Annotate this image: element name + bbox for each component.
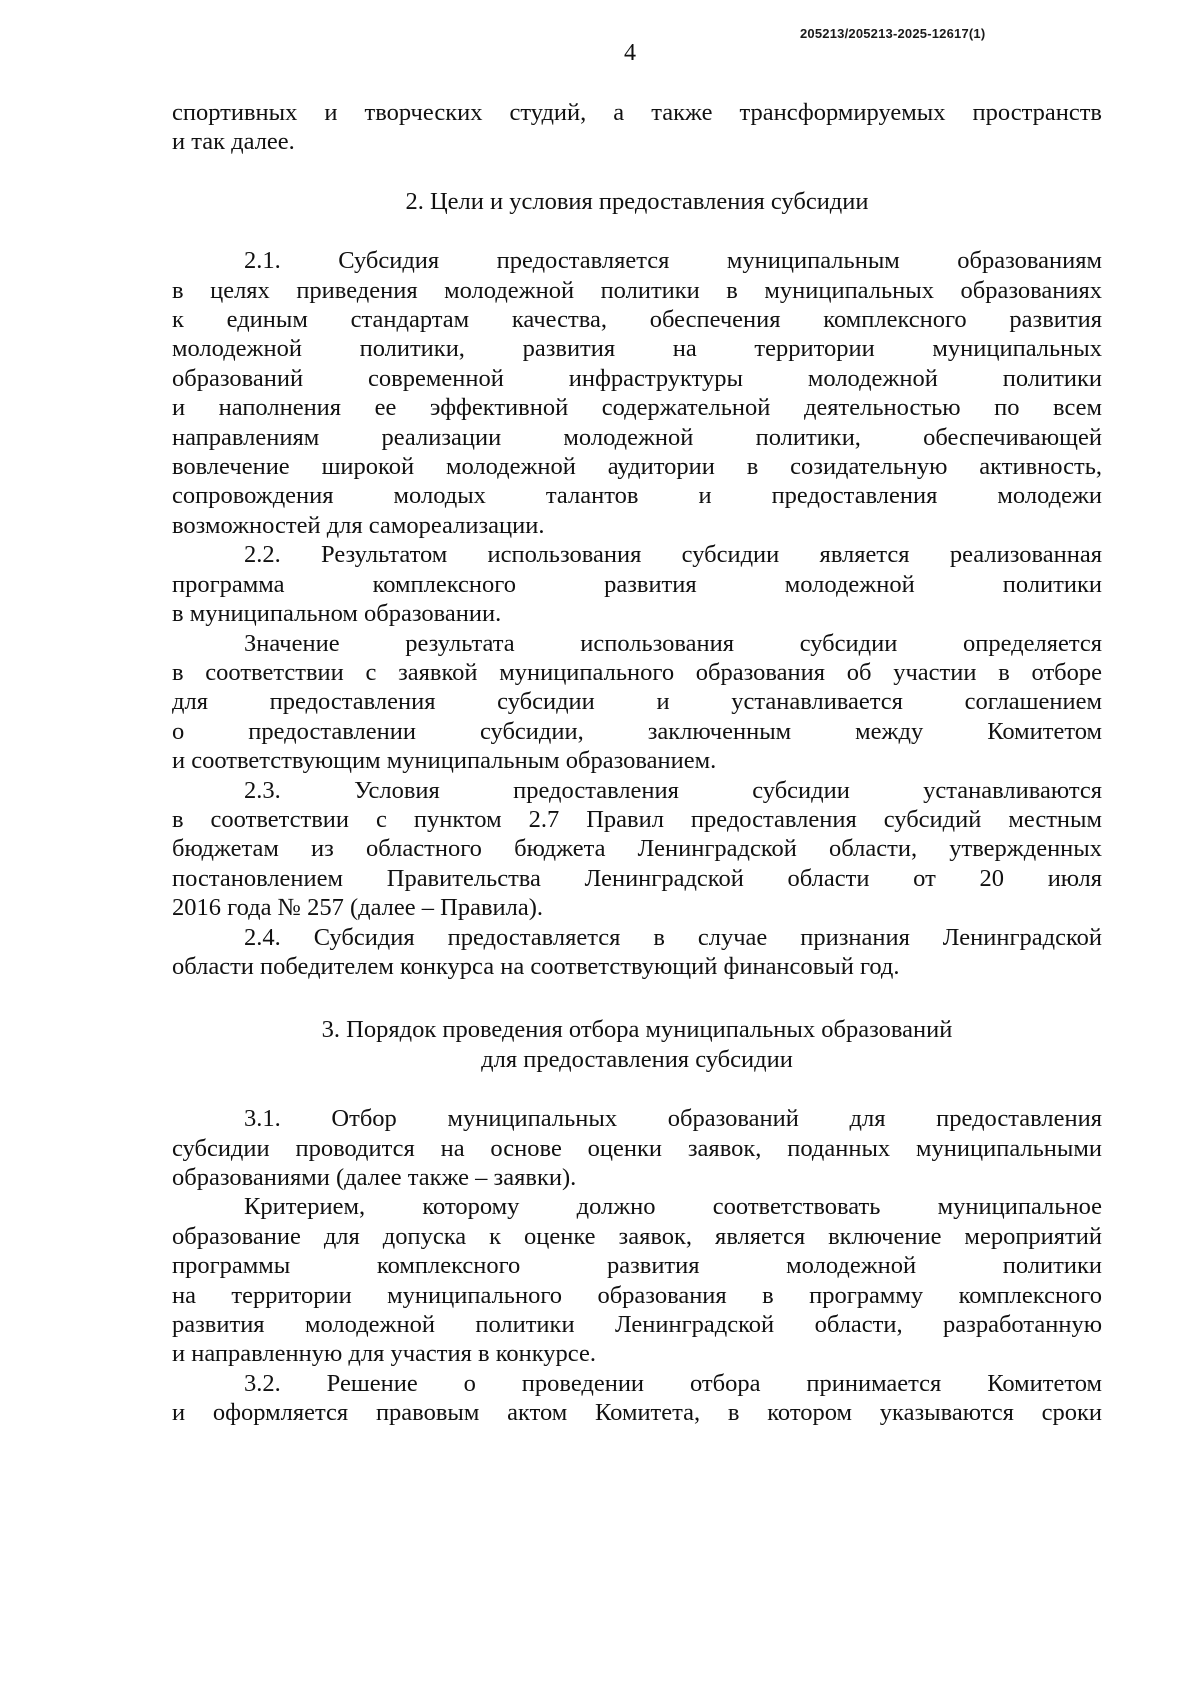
text-line: постановлением Правительства Ленинградской области от 20 июля [172,864,1102,892]
text-line: области победителем конкурса на соответствующий финансовый год. [172,952,900,980]
paragraph-3-1-criterion [172,1192,1102,1368]
text-line: и оформляется правовым актом Комитета, в котором указываются сроки [172,1399,1102,1427]
text-line: 2.3. Условия предоставления субсидии устанавливаются [244,776,1102,804]
text-line: образованиями (далее также – заявки). [172,1164,577,1191]
text-line: в целях приведения молодежной политики в муниципальных образованиях [172,276,1102,304]
text-line: к единым стандартам качества, обеспечения комплексного развития [172,306,1102,334]
text-line: и направленную для участия в конкурсе. [172,1340,596,1368]
text-line: Критерием, которому должно соответствовать муниципальное [244,1193,1102,1221]
text-line: в соответствии с пунктом 2.7 Правил предоставления субсидий местным [172,805,1102,833]
text-line: 3.2. Решение о проведении отбора принимается Комитетом [244,1369,1102,1397]
text-line: и так далее. [172,128,295,156]
text-line: в муниципальном образовании. [172,600,502,628]
text-line: возможностей для самореализации. [172,511,545,539]
text-line: образований современной инфраструктуры молодежной политики [172,364,1102,392]
text-line: бюджетам из областного бюджета Ленинградской области, утвержденных [172,835,1102,863]
text-line: 2.4. Субсидия предоставляется в случае признания Ленинградской [244,923,1102,951]
text-line: сопровождения молодых талантов и предоставления молодежи [172,482,1102,510]
text-line: 2.2. Результатом использования субсидии является реализованная [244,541,1102,569]
text-line: направлениям реализации молодежной политики, обеспечивающей [172,423,1102,451]
document-registration-number: 205213/205213-2025-12617(1) [800,26,986,41]
text-line: и наполнения ее эффективной содержательной деятельностью по всем [172,394,1102,422]
text-line: образование для допуска к оценке заявок, является включение мероприятий [172,1222,1102,1250]
paragraph-3-1 [172,1104,1102,1192]
paragraph-2-3 [172,776,1102,923]
text-line: программа комплексного развития молодежной политики [172,570,1102,598]
paragraph-2-2-value [172,629,1102,776]
text-line: о предоставлении субсидии, заключенным между Комитетом [172,717,1102,745]
text-line: и соответствующим муниципальным образованием. [172,747,717,775]
paragraph-3-2 [172,1369,1102,1428]
text-line: 3.1. Отбор муниципальных образований для предоставления [244,1105,1102,1133]
text-line: в соответствии с заявкой муниципального образования об участии в отборе [172,658,1102,686]
text-line: программы комплексного развития молодежной политики [172,1252,1102,1280]
text-line: молодежной политики, развития на территории муниципальных [172,335,1102,363]
page-number: 4 [624,40,636,66]
text-line: развития молодежной политики Ленинградской области, разработанную [172,1311,1102,1339]
paragraph-2-4 [172,923,1102,982]
heading-line: 3. Порядок проведения отбора муниципальных образований [321,1016,953,1044]
text-line: 2016 года № 257 (далее – Правила). [172,894,544,922]
section-heading-2: 2. Цели и условия предоставления субсидии [405,187,869,215]
section-heading-3 [172,1015,1102,1074]
text-line: Значение результата использования субсидии определяется [244,629,1102,657]
paragraph-2-2 [172,540,1102,628]
heading-line: для предоставления субсидии [481,1045,793,1073]
document-body [172,98,1102,1428]
text-line: вовлечение широкой молодежной аудитории в созидательную активность, [172,453,1102,481]
text-line: 2.1. Субсидия предоставляется муниципальным образованиям [244,247,1102,275]
paragraph-continuation [172,98,1102,157]
paragraph-2-1 [172,246,1102,540]
text-line: на территории муниципального образования в программу комплексного [172,1281,1102,1309]
text-line: для предоставления субсидии и устанавливается соглашением [172,688,1102,716]
text-line: субсидии проводится на основе оценки заявок, поданных муниципальными [172,1134,1102,1162]
text-line: спортивных и творческих студий, а также трансформируемых пространств [172,99,1102,126]
